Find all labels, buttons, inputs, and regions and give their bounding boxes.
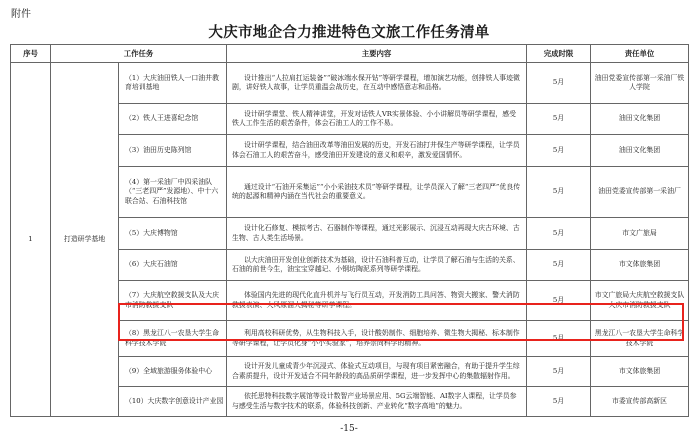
row-resp: 市文体旅集团 (591, 357, 689, 387)
row-time: 5月 (527, 135, 591, 167)
row-content: 设计研学课程，结合油田改革等油田发展的历史，开发石油打井保生产等研学课程，让学员体会石油工人的艰苦奋斗，感受油田开发建设的意义和艰辛，激发爱国情怀。 (227, 135, 527, 167)
page-title: 大庆市地企合力推进特色文旅工作任务清单 (208, 24, 490, 41)
group-category: 打造研学基地 (51, 63, 119, 417)
table-header-row (11, 45, 689, 63)
row-task: （3）油田历史陈列馆 (119, 135, 227, 167)
row-content: 设计推出“人拉肩扛运装备”“破冰端水保开钻”等研学课程，增加演艺功能，创排铁人事迹微剧，讲好铁人故事，让学员重温会战历史，在互动中感悟意志和品格。 (227, 63, 527, 104)
row-task: （7）大庆航空救援支队及大庆市消防救援支队 (119, 281, 227, 321)
row-task: （4）第一采油厂中四采油队（“三老四严”发源地）、中十六联合站、石油科技馆 (119, 167, 227, 218)
row-content: 设计化石修复、模拟考古、石器制作等课程，通过光影展示、沉浸互动再现大庆古环境、古生物、古人类生活场景。 (227, 218, 527, 250)
row-time: 5月 (527, 387, 591, 417)
row-time: 5月 (527, 63, 591, 104)
row-content: 依托思特科技数字展馆等设计数智产业场景应用、5G云端智能、AI数字人课程，让学员参与感受生活与数字技术的联系，体验科技创新、产业转化“数字高地”的魅力。 (227, 387, 527, 417)
row-task: （8）黑龙江八一农垦大学生命科学技术学院 (119, 321, 227, 357)
header-resp: 责任单位 (591, 45, 689, 63)
row-task: （2）铁人王进喜纪念馆 (119, 104, 227, 135)
row-time: 5月 (527, 218, 591, 250)
row-content: 以大庆油田开发创业创新技术为基础，设计石油科普互动，让学员了解石油与生活的关系、石油的前世今生，油宝宝穿越记、小钢坊陶泥系列等研学课程。 (227, 250, 527, 281)
row-content: 利用高校科研优势，从生物科技入手，设计酸奶制作、细胞培养、微生物大揭秘、标本制作等研学课程，让学员化身“小小实验家”，培养崇尚科学的精神。 (227, 321, 527, 357)
row-resp: 市文广旅局 (591, 218, 689, 250)
task-table (10, 44, 689, 417)
row-resp: 市委宣传部高新区 (591, 387, 689, 417)
row-task: （9）全域旅游服务体验中心 (119, 357, 227, 387)
row-content: 设计开发儿童成青少年沉浸式、体验式互动项目，与现有项目紧密融合，有助于提升学生综合素质提升，设计开发适合不同年龄段的高品质研学课程，进一步发挥中心的集散辐射作用。 (227, 357, 527, 387)
row-task: （1）大庆油田铁人一口油井教育培训基地 (119, 63, 227, 104)
header-seq: 序号 (11, 45, 51, 63)
group-seq: 1 (11, 63, 51, 417)
row-content: 体验国内先进的现代化直升机并与飞行员互动，开发消防工具问答、物资大搬家、警犬消防救援表演、大风原溜大揭秘等研学课程。 (227, 281, 527, 321)
row-resp: 油田文化集团 (591, 135, 689, 167)
row-resp: 油田文化集团 (591, 104, 689, 135)
row-content: 设计研学课堂、铁人精神讲堂，开发对话铁人VR实景体验、小小讲解员等研学课程，感受铁人工作生活的艰苦条件，体会石油工人的工作不易。 (227, 104, 527, 135)
header-time: 完成时限 (527, 45, 591, 63)
row-resp: 黑龙江八一农垦大学生命科学技术学院 (591, 321, 689, 357)
row-resp: 油田党委宣传部第一采油厂 (591, 167, 689, 218)
row-resp: 市文体旅集团 (591, 250, 689, 281)
page-number: -15- (340, 424, 358, 434)
row-resp: 市文广旅局大庆航空救援支队大庆市消防救援支队 (591, 281, 689, 321)
row-time: 5月 (527, 357, 591, 387)
row-time: 5月 (527, 104, 591, 135)
row-time: 5月 (527, 250, 591, 281)
row-content: 通过设计“石油开采集运”“小小采油技术员”等研学课程，让学员深入了解“三老四严”优良传统的起源和精神内涵在当代社会的重要意义。 (227, 167, 527, 218)
row-time: 5月 (527, 281, 591, 321)
attachment-label: 附件 (11, 9, 31, 20)
row-time: 5月 (527, 321, 591, 357)
row-task: （5）大庆博物馆 (119, 218, 227, 250)
row-resp: 油田党委宣传部第一采油厂铁人学院 (591, 63, 689, 104)
row-task: （10）大庆数字创意设计产业园 (119, 387, 227, 417)
row-task: （6）大庆石油馆 (119, 250, 227, 281)
header-task: 工作任务 (51, 45, 227, 63)
header-content: 主要内容 (227, 45, 527, 63)
row-time: 5月 (527, 167, 591, 218)
table-row (11, 63, 689, 104)
